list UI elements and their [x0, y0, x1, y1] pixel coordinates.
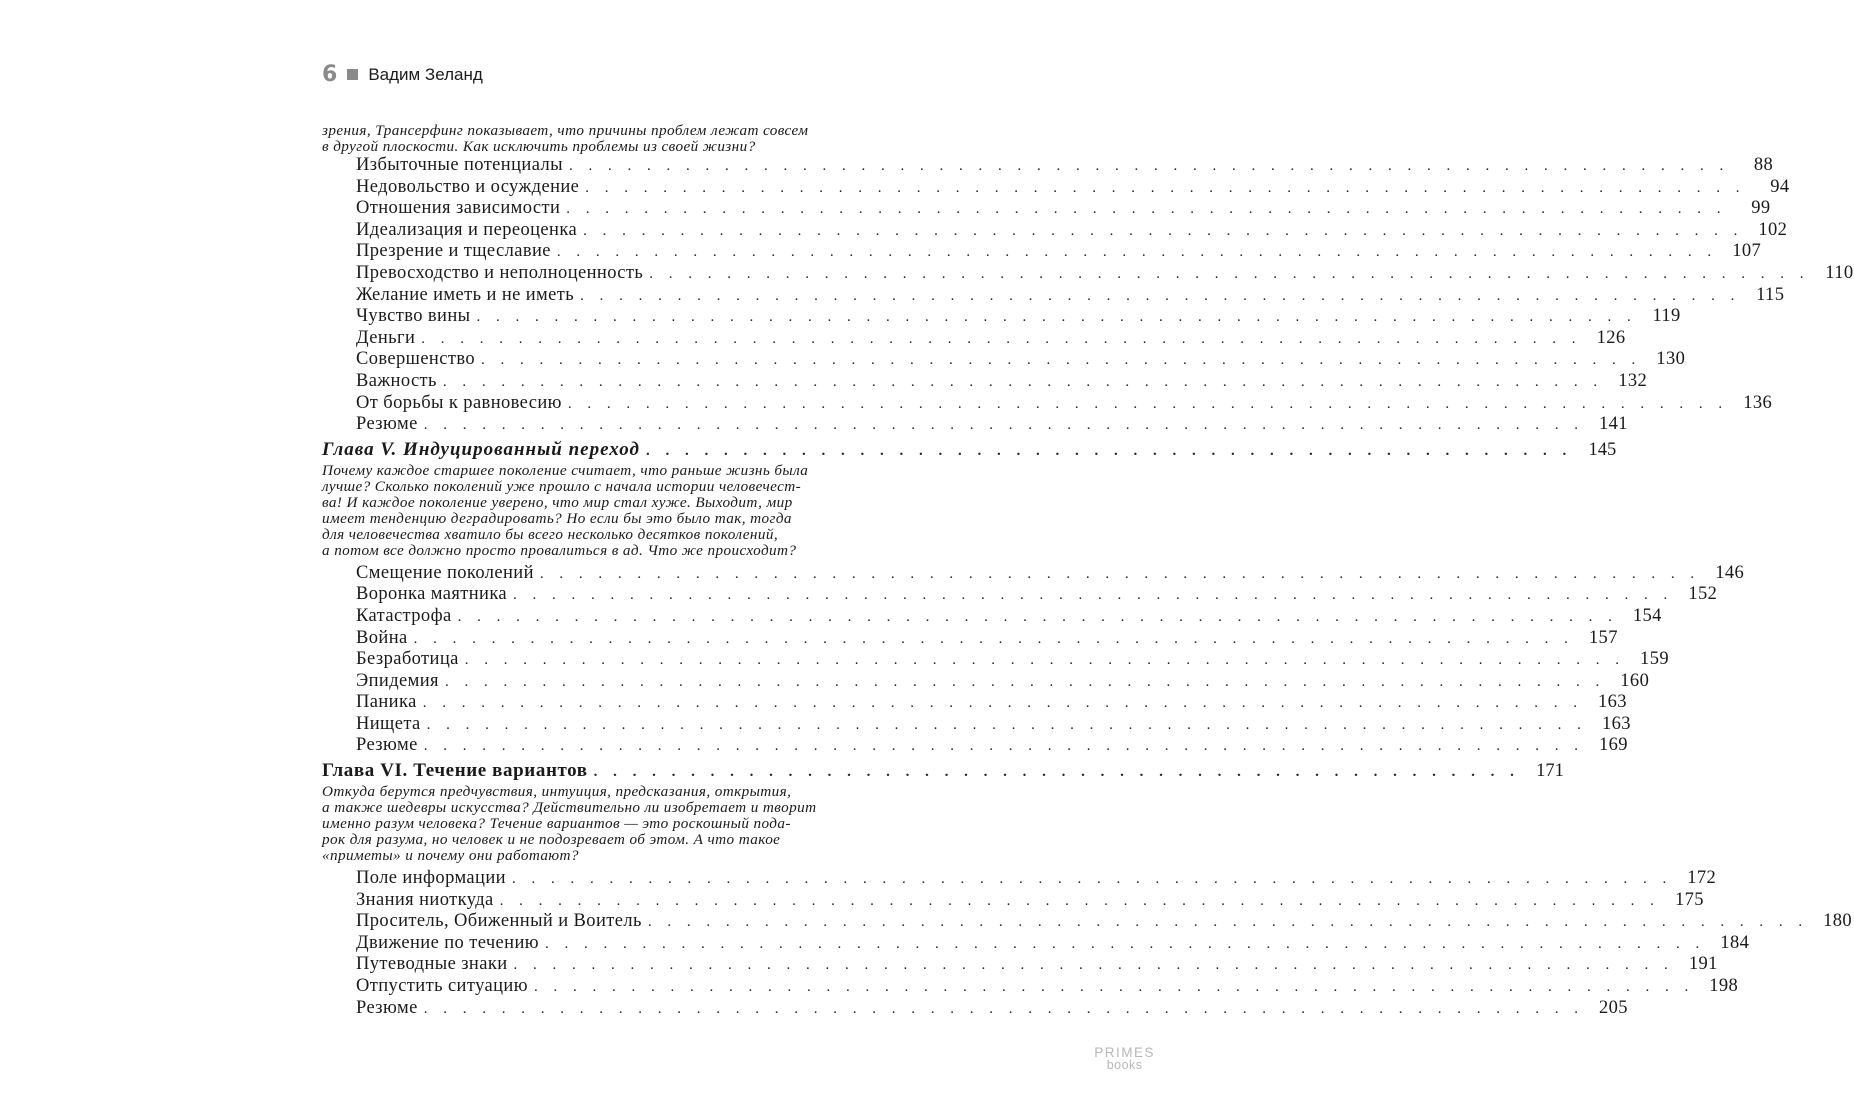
- chapter-title: Глава V. Индуцированный переход: [322, 438, 640, 460]
- toc-entry[interactable]: [356, 370, 1648, 393]
- toc-entry-title: Совершенство: [356, 349, 475, 370]
- toc-entry[interactable]: [356, 868, 1717, 890]
- description-line: для человечества хватило бы всего несколько десятков поколений,: [322, 525, 779, 543]
- chapter-title: Глава VI. Течение вариантов: [322, 760, 588, 782]
- toc-entry-page: 110: [1825, 262, 1854, 283]
- chapter-page: 145: [1588, 439, 1617, 460]
- description-line: зрения, Трансерфинг показывает, что причины проблем лежат совсем: [322, 122, 809, 139]
- leader-dots: . . . . . . . . . . . . . . . . . . . . . . . . . . . . . . . . . . . . . . . . . . . . . . . . . . . . . . . . . . . .: [423, 1000, 1584, 1017]
- chapter-6-heading[interactable]: [322, 760, 1564, 784]
- leader-dots: . . . . . . . . . . . . . . . . . . . . . . . . . . . . . . . . . . . . . . . . . . . . . . . . . . . . . . . . . . . .: [464, 652, 1625, 669]
- description-line: лучше? Сколько поколений уже прошло с начала истории человечест-: [322, 477, 802, 495]
- leader-dots: . . . . . . . . . . . . . . . . . . . . . . . . . . . . . . . . . . . . . . . . . . . . . . . . . . . . . . . . . . . .: [513, 587, 1674, 604]
- toc-entry-page: 180: [1823, 911, 1853, 932]
- leader-dots: . . . . . . . . . . . . . . . . . . . . . . . . . . . . . . . . . . . . . . . . . . . . . . . . . . . . . . . . . . . .: [476, 309, 1637, 326]
- toc-entry-page: 102: [1758, 219, 1788, 240]
- leader-dots: . . . . . . . . . . . . . . . . . . . . . . . . . . . . . . . . . . . . . . . . . . . . . . . . . . . . . . . . . . . .: [426, 716, 1587, 733]
- toc-entry-page: 115: [1756, 284, 1785, 305]
- toc-entry-page: 157: [1588, 627, 1618, 648]
- toc-entry-page: 175: [1674, 889, 1704, 910]
- leader-dots: . . . . . . . . . . . . . . . . . . . . . . . . . . . . . . . . . . . . . . . . . . . . . . . . . . . . . . . . . . . .: [585, 179, 1746, 196]
- toc-entry-title: Превосходство и неполноценность: [356, 262, 644, 283]
- toc-entry[interactable]: [356, 584, 1718, 606]
- watermark-line1: PRIMES: [1094, 1045, 1155, 1060]
- description-line: а также шедевры искусства? Действительно ли изобретает и творит: [322, 799, 817, 817]
- toc-entry-title: Движение по течению: [356, 932, 539, 953]
- publisher-watermark: [1094, 1046, 1155, 1072]
- toc-entry[interactable]: [356, 627, 1618, 650]
- toc-entry[interactable]: [356, 349, 1686, 371]
- toc-entry-page: 119: [1652, 306, 1681, 327]
- description-line: «приметы» и почему они работают?: [322, 847, 579, 865]
- toc-entry-title: Презрение и тщеславие: [356, 241, 551, 262]
- toc-entry-title: Путеводные знаки: [356, 954, 508, 975]
- description-line: рок для разума, но человек и не подозревает об этом. А что такое: [322, 831, 781, 849]
- intro-description: [322, 123, 822, 155]
- toc-entry-page: 136: [1743, 392, 1773, 413]
- toc-entry[interactable]: [356, 176, 1790, 199]
- toc-entry-title: Избыточные потенциалы: [356, 155, 563, 175]
- leader-dots: . . . . . . . . . . . . . . . . . . . . . . . . . . . . . . . . . . . . . . . . . . . . . . . . . . . . . . . . . . . .: [422, 695, 1583, 712]
- toc-entry[interactable]: [356, 997, 1628, 1020]
- leader-dots: . . . . . . . . . . . . . . . . . . . . . . . . . . . . . . . . . . . . . . . . . . . . . . . . . . . . . . . . . . . .: [545, 935, 1706, 952]
- toc-entry[interactable]: [356, 392, 1773, 415]
- toc-entry-title: Знания ниоткуда: [356, 889, 494, 910]
- toc-entry-title: Катастрофа: [356, 605, 452, 626]
- chapter-6-items-list: [322, 868, 1853, 1019]
- leader-dots: . . . . . . . . . . . . . . . . . . . . . . . . . . . . . . . . . . . . . . . . . . . . . . . . . . . . . . . . . . . .: [580, 287, 1741, 304]
- leader-dots: . . . . . . . . . . . . . . . . . . . . . . . . . . . . . . . . . . . . . . . . . . . . . . . . . . . . . . . . . . . .: [444, 673, 1606, 690]
- toc-entry-page: 132: [1618, 370, 1648, 391]
- toc-entry-page: 141: [1598, 414, 1628, 435]
- toc-entry-page: 126: [1596, 327, 1626, 348]
- toc-entry-page: 184: [1720, 932, 1750, 953]
- toc-entry-page: 160: [1620, 670, 1650, 691]
- toc-entry-page: 152: [1688, 584, 1718, 605]
- toc-entry[interactable]: [356, 713, 1631, 736]
- description-line: Откуда берутся предчувствия, интуиция, предсказания, открытия,: [322, 783, 792, 801]
- toc-entry[interactable]: [356, 649, 1669, 671]
- toc-entry[interactable]: [356, 889, 1704, 912]
- leader-dots: . . . . . . . . . . . . . . . . . . . . . . . . . . . . . . . . . . . . . . . . . . . . . . . . . . . . . . . . . . . .: [481, 352, 1642, 369]
- description-line: в другой плоскости. Как исключить проблемы из своей жизни?: [322, 138, 756, 155]
- toc-entry[interactable]: [356, 155, 1774, 177]
- leader-dots: . . . . . . . . . . . . . . . . . . . . . . . . . . . . . . . . . . . . . . . . . . . . . . . . . . . . . . . . . . . .: [556, 244, 1718, 261]
- leader-dots: . . . . . . . . . . . . . . . . . . . . . . . . . . . . . . . . . . . . . . . . . . . . . . . . . . . . . . . . . . . .: [413, 630, 1574, 647]
- toc-entry-page: 159: [1640, 649, 1669, 670]
- description-line: ва! И каждое поколение уверено, что мир стал хуже. Выходит, мир: [322, 493, 793, 511]
- leader-dots: . . . . . . . . . . . . . . . . . . . . . . . . . . . . . . . . . . . . . . . . . . . . . . . .: [645, 442, 1573, 459]
- toc-entry-page: 99: [1751, 198, 1771, 219]
- toc-entry-title: Резюме: [356, 735, 418, 756]
- leader-dots: . . . . . . . . . . . . . . . . . . . . . . . . . . . . . . . . . . . . . . . . . . . . . . . . . . . . . . . . . . . .: [511, 871, 1673, 888]
- toc-entry[interactable]: [356, 670, 1650, 693]
- toc-entry-title: Чувство вины: [356, 306, 471, 327]
- toc-entry-title: Воронка маятника: [356, 584, 508, 605]
- toc-entry-title: Эпидемия: [356, 670, 439, 691]
- toc-entry-page: 130: [1656, 349, 1686, 370]
- leader-dots: . . . . . . . . . . . . . . . . . . . . . . . . . . . . . . . . . . . . . . . . . . . . . . . . . . . . . . . . . . . .: [457, 608, 1618, 625]
- toc-entry[interactable]: [356, 241, 1762, 263]
- table-of-contents: [322, 122, 1854, 1019]
- toc-entry[interactable]: [356, 976, 1739, 998]
- leader-dots: . . . . . . . . . . . . . . . . . . . . . . . . . . . . . . . . . . . . . . . . . . . . . . . . . . . . . . . . . . . .: [567, 395, 1729, 412]
- toc-entry-title: Резюме: [356, 997, 418, 1018]
- toc-entry[interactable]: [356, 414, 1628, 436]
- toc-entry[interactable]: [356, 262, 1854, 285]
- toc-entry-page: 205: [1598, 997, 1628, 1018]
- leader-dots: . . . . . . . . . . . . . . . . . . . . . . . . . . . . . . . . . . . . . . . . . . . . . . . . . . . . . . . . . . . .: [499, 892, 1660, 909]
- toc-entry[interactable]: [356, 605, 1662, 628]
- leader-dots: . . . . . . . . . . . . . . . . . . . . . . . . . . . . . . . . . . . . . . . . . . . . . . . . . . . . . . . . . . . .: [442, 373, 1604, 390]
- toc-entry-title: Недовольство и осуждение: [356, 176, 580, 197]
- toc-entry-page: 163: [1601, 713, 1631, 734]
- description-line: а потом все должно просто провалиться в ад. Что же происходит?: [322, 541, 797, 559]
- toc-entry-title: Поле информации: [356, 868, 506, 889]
- chapter-5-heading[interactable]: [322, 438, 1617, 463]
- toc-entry-page: 172: [1687, 868, 1717, 889]
- toc-entry[interactable]: [356, 932, 1750, 955]
- leader-dots: . . . . . . . . . . . . . . . . . . . . . . . . . . . . . . . . . . . . . . . . . . . . . . . . . . . . . . . . . . . .: [513, 957, 1674, 974]
- toc-entry-title: Отношения зависимости: [356, 198, 561, 219]
- toc-entry-title: От борьбы к равновесию: [356, 392, 562, 413]
- header-square-icon: [347, 69, 358, 80]
- toc-entry-page: 198: [1709, 976, 1739, 997]
- toc-entry[interactable]: [356, 692, 1627, 714]
- toc-entry[interactable]: [356, 954, 1718, 976]
- toc-entry[interactable]: [356, 219, 1788, 242]
- watermark-line2: books: [1106, 1058, 1143, 1072]
- leader-dots: . . . . . . . . . . . . . . . . . . . . . . . . . . . . . . . . . . . . . . . . . . . . . . . .: [593, 764, 1520, 781]
- toc-entry-title: Смещение поколений: [356, 562, 534, 583]
- leader-dots: . . . . . . . . . . . . . . . . . . . . . . . . . . . . . . . . . . . . . . . . . . . . . . . . . . . . . . . . . . . .: [568, 158, 1730, 174]
- intro-items-list: [322, 155, 1854, 436]
- description-line: имеет тенденцию деградировать? Но если бы это было так, тогда: [322, 509, 792, 527]
- toc-entry[interactable]: [356, 284, 1785, 307]
- leader-dots: . . . . . . . . . . . . . . . . . . . . . . . . . . . . . . . . . . . . . . . . . . . . . . . . . . . . . . . . . . . .: [583, 222, 1744, 239]
- toc-entry-title: Безработица: [356, 649, 459, 670]
- leader-dots: . . . . . . . . . . . . . . . . . . . . . . . . . . . . . . . . . . . . . . . . . . . . . . . . . . . . . . . . . . . .: [647, 914, 1809, 931]
- description-line: Почему каждое старшее поколение считает, что раньше жизнь была: [322, 461, 809, 479]
- chapter-6-description: [322, 784, 822, 864]
- toc-entry-title: Желание иметь и не иметь: [356, 284, 575, 305]
- toc-entry[interactable]: [356, 327, 1626, 350]
- toc-entry[interactable]: [356, 735, 1628, 757]
- leader-dots: . . . . . . . . . . . . . . . . . . . . . . . . . . . . . . . . . . . . . . . . . . . . . . . . . . . . . . . . . . . .: [421, 330, 1582, 347]
- page-number: 6: [322, 62, 338, 87]
- toc-entry-page: 163: [1598, 692, 1627, 713]
- toc-entry-title: Проситель, Обиженный и Воитель: [356, 911, 642, 932]
- leader-dots: . . . . . . . . . . . . . . . . . . . . . . . . . . . . . . . . . . . . . . . . . . . . . . . . . . . . . . . . . . . .: [539, 565, 1701, 582]
- toc-entry-page: 169: [1598, 735, 1628, 756]
- chapter-5-description: [322, 463, 822, 559]
- leader-dots: . . . . . . . . . . . . . . . . . . . . . . . . . . . . . . . . . . . . . . . . . . . . . . . . . . . . . . . . . . . .: [533, 979, 1695, 996]
- toc-entry-title: Важность: [356, 370, 437, 391]
- toc-entry[interactable]: [356, 562, 1745, 585]
- chapter-5-items-list: [322, 562, 1745, 757]
- toc-entry-title: Отпустить ситуацию: [356, 976, 528, 997]
- toc-entry-page: 88: [1753, 155, 1774, 175]
- page-header: [322, 62, 483, 87]
- chapter-page: 171: [1536, 761, 1564, 782]
- leader-dots: . . . . . . . . . . . . . . . . . . . . . . . . . . . . . . . . . . . . . . . . . . . . . . . . . . . . . . . . . . . .: [649, 265, 1810, 282]
- toc-entry-page: 154: [1632, 605, 1662, 626]
- toc-entry[interactable]: [356, 306, 1681, 328]
- leader-dots: . . . . . . . . . . . . . . . . . . . . . . . . . . . . . . . . . . . . . . . . . . . . . . . . . . . . . . . . . . . .: [423, 417, 1584, 434]
- toc-entry[interactable]: [356, 198, 1771, 220]
- toc-entry-title: Паника: [356, 692, 417, 713]
- toc-entry-page: 191: [1688, 954, 1718, 975]
- toc-entry[interactable]: [356, 911, 1853, 933]
- toc-entry-title: Резюме: [356, 414, 418, 435]
- leader-dots: . . . . . . . . . . . . . . . . . . . . . . . . . . . . . . . . . . . . . . . . . . . . . . . . . . . . . . . . . . . .: [423, 738, 1584, 755]
- toc-entry-title: Нищета: [356, 713, 421, 734]
- toc-entry-page: 94: [1770, 176, 1790, 197]
- toc-entry-page: 146: [1715, 562, 1745, 583]
- toc-entry-title: Война: [356, 627, 408, 648]
- description-line: именно разум человека? Течение вариантов — это роскошный пода-: [322, 815, 791, 833]
- toc-entry-page: 107: [1732, 241, 1762, 262]
- author-name: Вадим Зеланд: [368, 64, 483, 84]
- leader-dots: . . . . . . . . . . . . . . . . . . . . . . . . . . . . . . . . . . . . . . . . . . . . . . . . . . . . . . . . . . . .: [566, 201, 1727, 218]
- toc-entry-title: Деньги: [356, 327, 416, 348]
- toc-entry-title: Идеализация и переоценка: [356, 219, 578, 240]
